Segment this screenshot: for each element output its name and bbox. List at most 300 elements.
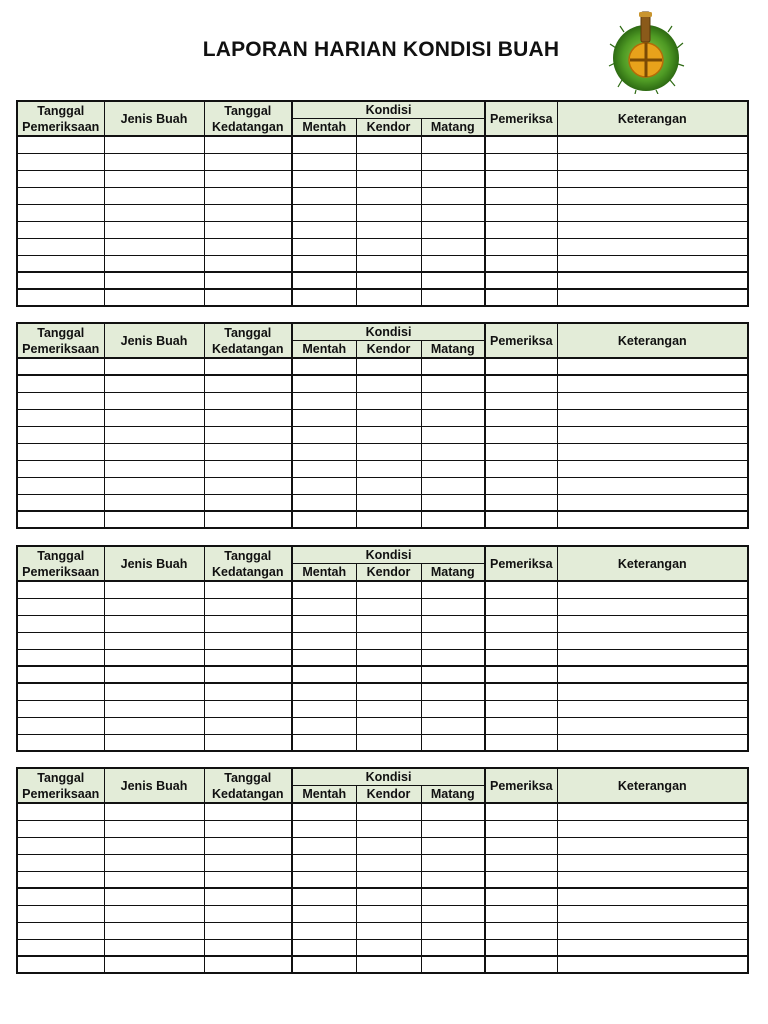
table-cell[interactable] [292, 170, 356, 187]
table-cell[interactable] [292, 598, 356, 615]
table-cell[interactable] [104, 272, 204, 289]
table-cell[interactable] [557, 221, 748, 238]
table-cell[interactable] [204, 939, 292, 956]
table-cell[interactable] [485, 922, 557, 939]
table-cell[interactable] [17, 409, 104, 426]
table-cell[interactable] [557, 837, 748, 854]
table-cell[interactable] [557, 409, 748, 426]
table-cell[interactable] [204, 717, 292, 734]
table-cell[interactable] [356, 426, 421, 443]
table-cell[interactable] [356, 443, 421, 460]
table-cell[interactable] [356, 888, 421, 905]
table-cell[interactable] [485, 136, 557, 153]
table-cell[interactable] [17, 272, 104, 289]
table-cell[interactable] [17, 598, 104, 615]
table-cell[interactable] [204, 255, 292, 272]
table-cell[interactable] [557, 187, 748, 204]
table-cell[interactable] [356, 392, 421, 409]
table-cell[interactable] [356, 187, 421, 204]
table-cell[interactable] [557, 922, 748, 939]
table-cell[interactable] [204, 426, 292, 443]
table-cell[interactable] [204, 375, 292, 392]
table-cell[interactable] [104, 375, 204, 392]
table-cell[interactable] [421, 615, 485, 632]
table-cell[interactable] [104, 700, 204, 717]
table-cell[interactable] [421, 392, 485, 409]
table-cell[interactable] [204, 153, 292, 170]
table-cell[interactable] [292, 803, 356, 820]
table-cell[interactable] [485, 803, 557, 820]
table-cell[interactable] [104, 511, 204, 528]
table-cell[interactable] [204, 615, 292, 632]
table-cell[interactable] [292, 358, 356, 375]
table-cell[interactable] [292, 649, 356, 666]
table-cell[interactable] [557, 392, 748, 409]
table-cell[interactable] [485, 204, 557, 221]
table-cell[interactable] [104, 820, 204, 837]
table-cell[interactable] [204, 443, 292, 460]
table-cell[interactable] [421, 375, 485, 392]
table-cell[interactable] [17, 238, 104, 255]
table-cell[interactable] [557, 426, 748, 443]
table-cell[interactable] [557, 494, 748, 511]
table-cell[interactable] [104, 922, 204, 939]
table-cell[interactable] [17, 649, 104, 666]
table-cell[interactable] [17, 581, 104, 598]
table-cell[interactable] [204, 683, 292, 700]
table-cell[interactable] [421, 956, 485, 973]
table-cell[interactable] [356, 598, 421, 615]
table-cell[interactable] [17, 375, 104, 392]
table-cell[interactable] [204, 511, 292, 528]
table-cell[interactable] [485, 255, 557, 272]
table-cell[interactable] [356, 871, 421, 888]
table-cell[interactable] [485, 375, 557, 392]
table-cell[interactable] [485, 837, 557, 854]
table-cell[interactable] [17, 426, 104, 443]
table-cell[interactable] [356, 683, 421, 700]
table-cell[interactable] [17, 939, 104, 956]
table-cell[interactable] [356, 820, 421, 837]
table-cell[interactable] [485, 409, 557, 426]
table-cell[interactable] [356, 615, 421, 632]
table-cell[interactable] [104, 854, 204, 871]
table-cell[interactable] [17, 221, 104, 238]
table-cell[interactable] [292, 956, 356, 973]
table-cell[interactable] [557, 477, 748, 494]
table-cell[interactable] [356, 837, 421, 854]
table-cell[interactable] [557, 289, 748, 306]
table-cell[interactable] [557, 615, 748, 632]
table-cell[interactable] [292, 871, 356, 888]
table-cell[interactable] [421, 598, 485, 615]
table-cell[interactable] [485, 939, 557, 956]
table-cell[interactable] [17, 170, 104, 187]
table-cell[interactable] [292, 460, 356, 477]
table-cell[interactable] [17, 136, 104, 153]
table-cell[interactable] [557, 443, 748, 460]
table-cell[interactable] [17, 666, 104, 683]
table-cell[interactable] [292, 238, 356, 255]
table-cell[interactable] [485, 888, 557, 905]
table-cell[interactable] [557, 255, 748, 272]
table-cell[interactable] [421, 922, 485, 939]
table-cell[interactable] [421, 666, 485, 683]
table-cell[interactable] [292, 905, 356, 922]
table-cell[interactable] [421, 238, 485, 255]
table-cell[interactable] [204, 272, 292, 289]
table-cell[interactable] [204, 820, 292, 837]
table-cell[interactable] [485, 494, 557, 511]
table-cell[interactable] [17, 615, 104, 632]
table-cell[interactable] [104, 136, 204, 153]
table-cell[interactable] [557, 803, 748, 820]
table-cell[interactable] [421, 153, 485, 170]
table-cell[interactable] [485, 956, 557, 973]
table-cell[interactable] [204, 581, 292, 598]
table-cell[interactable] [17, 187, 104, 204]
table-cell[interactable] [292, 700, 356, 717]
table-cell[interactable] [204, 221, 292, 238]
table-cell[interactable] [17, 255, 104, 272]
table-cell[interactable] [17, 854, 104, 871]
table-cell[interactable] [292, 477, 356, 494]
table-cell[interactable] [204, 905, 292, 922]
table-cell[interactable] [17, 871, 104, 888]
table-cell[interactable] [104, 717, 204, 734]
table-cell[interactable] [557, 854, 748, 871]
table-cell[interactable] [356, 460, 421, 477]
table-cell[interactable] [557, 888, 748, 905]
table-cell[interactable] [356, 272, 421, 289]
table-cell[interactable] [557, 649, 748, 666]
table-cell[interactable] [421, 649, 485, 666]
table-cell[interactable] [421, 494, 485, 511]
table-cell[interactable] [421, 136, 485, 153]
table-cell[interactable] [104, 837, 204, 854]
table-cell[interactable] [292, 837, 356, 854]
table-cell[interactable] [204, 460, 292, 477]
table-cell[interactable] [356, 700, 421, 717]
table-cell[interactable] [421, 871, 485, 888]
table-cell[interactable] [557, 170, 748, 187]
table-cell[interactable] [485, 289, 557, 306]
table-cell[interactable] [421, 820, 485, 837]
table-cell[interactable] [557, 632, 748, 649]
table-cell[interactable] [356, 905, 421, 922]
table-cell[interactable] [104, 871, 204, 888]
table-cell[interactable] [204, 598, 292, 615]
table-cell[interactable] [485, 187, 557, 204]
table-cell[interactable] [557, 871, 748, 888]
table-cell[interactable] [421, 409, 485, 426]
table-cell[interactable] [356, 511, 421, 528]
table-cell[interactable] [421, 717, 485, 734]
table-cell[interactable] [557, 717, 748, 734]
table-cell[interactable] [356, 939, 421, 956]
table-cell[interactable] [17, 494, 104, 511]
table-cell[interactable] [421, 888, 485, 905]
table-cell[interactable] [421, 426, 485, 443]
table-cell[interactable] [557, 820, 748, 837]
table-cell[interactable] [104, 170, 204, 187]
table-cell[interactable] [356, 136, 421, 153]
table-cell[interactable] [485, 820, 557, 837]
table-cell[interactable] [421, 358, 485, 375]
table-cell[interactable] [485, 272, 557, 289]
table-cell[interactable] [485, 460, 557, 477]
table-cell[interactable] [104, 649, 204, 666]
table-cell[interactable] [356, 632, 421, 649]
table-cell[interactable] [485, 443, 557, 460]
table-cell[interactable] [485, 666, 557, 683]
table-cell[interactable] [17, 443, 104, 460]
table-cell[interactable] [104, 204, 204, 221]
table-cell[interactable] [557, 598, 748, 615]
table-cell[interactable] [557, 153, 748, 170]
table-cell[interactable] [104, 632, 204, 649]
table-cell[interactable] [292, 443, 356, 460]
table-cell[interactable] [292, 581, 356, 598]
table-cell[interactable] [356, 170, 421, 187]
table-cell[interactable] [204, 358, 292, 375]
table-cell[interactable] [17, 477, 104, 494]
table-cell[interactable] [292, 272, 356, 289]
table-cell[interactable] [485, 426, 557, 443]
table-cell[interactable] [356, 956, 421, 973]
table-cell[interactable] [421, 683, 485, 700]
table-cell[interactable] [485, 734, 557, 751]
table-cell[interactable] [17, 460, 104, 477]
table-cell[interactable] [421, 734, 485, 751]
table-cell[interactable] [204, 136, 292, 153]
table-cell[interactable] [104, 460, 204, 477]
table-cell[interactable] [421, 187, 485, 204]
table-cell[interactable] [421, 581, 485, 598]
table-cell[interactable] [104, 358, 204, 375]
table-cell[interactable] [421, 460, 485, 477]
table-cell[interactable] [421, 632, 485, 649]
table-cell[interactable] [292, 666, 356, 683]
table-cell[interactable] [557, 238, 748, 255]
table-cell[interactable] [292, 717, 356, 734]
table-cell[interactable] [204, 854, 292, 871]
table-cell[interactable] [204, 888, 292, 905]
table-cell[interactable] [104, 803, 204, 820]
table-cell[interactable] [104, 956, 204, 973]
table-cell[interactable] [204, 187, 292, 204]
table-cell[interactable] [485, 392, 557, 409]
table-cell[interactable] [17, 956, 104, 973]
table-cell[interactable] [485, 615, 557, 632]
table-cell[interactable] [356, 238, 421, 255]
table-cell[interactable] [104, 598, 204, 615]
table-cell[interactable] [557, 136, 748, 153]
table-cell[interactable] [356, 494, 421, 511]
table-cell[interactable] [204, 204, 292, 221]
table-cell[interactable] [204, 289, 292, 306]
table-cell[interactable] [356, 153, 421, 170]
table-cell[interactable] [104, 255, 204, 272]
table-cell[interactable] [557, 939, 748, 956]
table-cell[interactable] [292, 511, 356, 528]
table-cell[interactable] [104, 443, 204, 460]
table-cell[interactable] [557, 956, 748, 973]
table-cell[interactable] [485, 649, 557, 666]
table-cell[interactable] [557, 375, 748, 392]
table-cell[interactable] [356, 922, 421, 939]
table-cell[interactable] [104, 888, 204, 905]
table-cell[interactable] [104, 221, 204, 238]
table-cell[interactable] [204, 871, 292, 888]
table-cell[interactable] [421, 204, 485, 221]
table-cell[interactable] [356, 734, 421, 751]
table-cell[interactable] [292, 854, 356, 871]
table-cell[interactable] [204, 649, 292, 666]
table-cell[interactable] [104, 939, 204, 956]
table-cell[interactable] [204, 238, 292, 255]
table-cell[interactable] [104, 153, 204, 170]
table-cell[interactable] [557, 581, 748, 598]
table-cell[interactable] [557, 358, 748, 375]
table-cell[interactable] [292, 204, 356, 221]
table-cell[interactable] [356, 204, 421, 221]
table-cell[interactable] [485, 511, 557, 528]
table-cell[interactable] [204, 409, 292, 426]
table-cell[interactable] [356, 477, 421, 494]
table-cell[interactable] [292, 221, 356, 238]
table-cell[interactable] [421, 477, 485, 494]
table-cell[interactable] [421, 221, 485, 238]
table-cell[interactable] [485, 683, 557, 700]
table-cell[interactable] [292, 255, 356, 272]
table-cell[interactable] [421, 700, 485, 717]
table-cell[interactable] [292, 888, 356, 905]
table-cell[interactable] [292, 734, 356, 751]
table-cell[interactable] [204, 700, 292, 717]
table-cell[interactable] [292, 409, 356, 426]
table-cell[interactable] [204, 632, 292, 649]
table-cell[interactable] [17, 700, 104, 717]
table-cell[interactable] [356, 803, 421, 820]
table-cell[interactable] [104, 409, 204, 426]
table-cell[interactable] [17, 392, 104, 409]
table-cell[interactable] [17, 820, 104, 837]
table-cell[interactable] [204, 956, 292, 973]
table-cell[interactable] [421, 443, 485, 460]
table-cell[interactable] [104, 581, 204, 598]
table-cell[interactable] [292, 494, 356, 511]
table-cell[interactable] [104, 238, 204, 255]
table-cell[interactable] [292, 615, 356, 632]
table-cell[interactable] [356, 221, 421, 238]
table-cell[interactable] [485, 717, 557, 734]
table-cell[interactable] [292, 375, 356, 392]
table-cell[interactable] [292, 939, 356, 956]
table-cell[interactable] [485, 153, 557, 170]
table-cell[interactable] [421, 854, 485, 871]
table-cell[interactable] [104, 426, 204, 443]
table-cell[interactable] [17, 837, 104, 854]
table-cell[interactable] [485, 871, 557, 888]
table-cell[interactable] [292, 820, 356, 837]
table-cell[interactable] [17, 289, 104, 306]
table-cell[interactable] [17, 511, 104, 528]
table-cell[interactable] [204, 170, 292, 187]
table-cell[interactable] [356, 717, 421, 734]
table-cell[interactable] [421, 803, 485, 820]
table-cell[interactable] [421, 837, 485, 854]
table-cell[interactable] [204, 477, 292, 494]
table-cell[interactable] [292, 632, 356, 649]
table-cell[interactable] [557, 460, 748, 477]
table-cell[interactable] [421, 170, 485, 187]
table-cell[interactable] [557, 272, 748, 289]
table-cell[interactable] [104, 187, 204, 204]
table-cell[interactable] [557, 905, 748, 922]
table-cell[interactable] [421, 511, 485, 528]
table-cell[interactable] [204, 803, 292, 820]
table-cell[interactable] [356, 255, 421, 272]
table-cell[interactable] [557, 700, 748, 717]
table-cell[interactable] [557, 204, 748, 221]
table-cell[interactable] [204, 922, 292, 939]
table-cell[interactable] [356, 581, 421, 598]
table-cell[interactable] [485, 238, 557, 255]
table-cell[interactable] [421, 272, 485, 289]
table-cell[interactable] [17, 922, 104, 939]
table-cell[interactable] [356, 649, 421, 666]
table-cell[interactable] [557, 511, 748, 528]
table-cell[interactable] [485, 221, 557, 238]
table-cell[interactable] [557, 734, 748, 751]
table-cell[interactable] [17, 734, 104, 751]
table-cell[interactable] [104, 392, 204, 409]
table-cell[interactable] [292, 683, 356, 700]
table-cell[interactable] [292, 289, 356, 306]
table-cell[interactable] [104, 494, 204, 511]
table-cell[interactable] [421, 289, 485, 306]
table-cell[interactable] [17, 358, 104, 375]
table-cell[interactable] [17, 905, 104, 922]
table-cell[interactable] [421, 939, 485, 956]
table-cell[interactable] [17, 803, 104, 820]
table-cell[interactable] [485, 477, 557, 494]
table-cell[interactable] [356, 409, 421, 426]
table-cell[interactable] [104, 734, 204, 751]
table-cell[interactable] [204, 734, 292, 751]
table-cell[interactable] [17, 683, 104, 700]
table-cell[interactable] [485, 905, 557, 922]
table-cell[interactable] [557, 666, 748, 683]
table-cell[interactable] [104, 666, 204, 683]
table-cell[interactable] [292, 187, 356, 204]
table-cell[interactable] [421, 255, 485, 272]
table-cell[interactable] [204, 392, 292, 409]
table-cell[interactable] [204, 837, 292, 854]
table-cell[interactable] [557, 683, 748, 700]
table-cell[interactable] [485, 700, 557, 717]
table-cell[interactable] [104, 615, 204, 632]
table-cell[interactable] [485, 598, 557, 615]
table-cell[interactable] [485, 581, 557, 598]
table-cell[interactable] [485, 854, 557, 871]
table-cell[interactable] [17, 153, 104, 170]
table-cell[interactable] [17, 632, 104, 649]
table-cell[interactable] [104, 905, 204, 922]
table-cell[interactable] [485, 358, 557, 375]
table-cell[interactable] [356, 854, 421, 871]
